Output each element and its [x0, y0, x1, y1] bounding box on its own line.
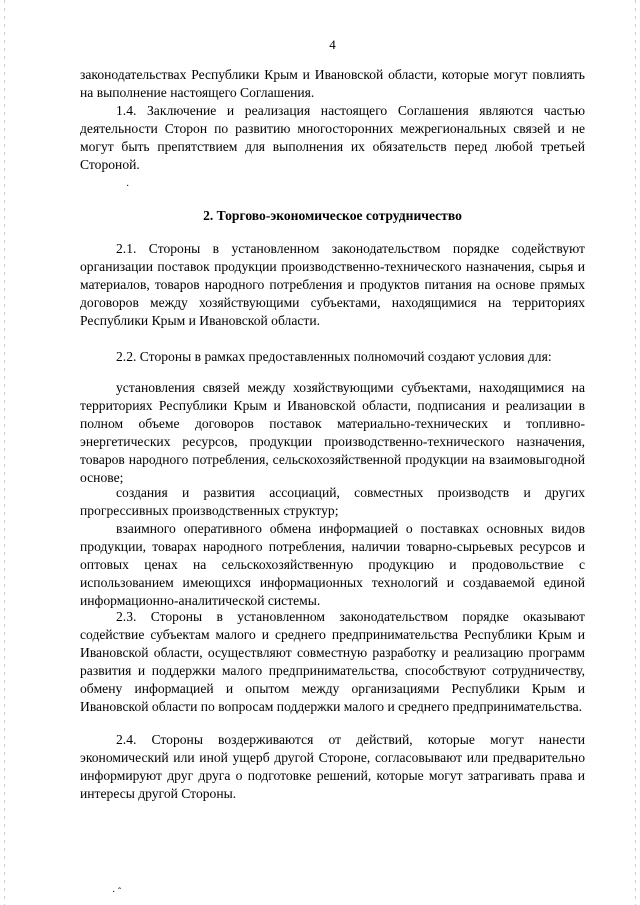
list-item-establishing-links: установления связей между хозяйствующими субъектами, находящимися на территориях Республики Крым и Ивановской области, подписания и реализации в полном объеме договоров поставок материально-технических и топливно-энергетических ресурсов, продукции производственно-технического назначения, товаров народного потребления, сельскохозяйственной продукции на взаимовыгодной основе; — [80, 380, 585, 485]
paragraph-1-4: 1.4. Заключение и реализация настоящего Соглашения являются частью деятельности Сторон по развитию многосторонних межрегиональных связей и не могут быть препятствием для выполнения их обязательств перед любой третьей Стороной. — [80, 103, 585, 172]
paragraph-2-1: 2.1. Стороны в установленном законодательством порядке содействуют организации поставок продукции производственно-технического назначения, сырья и материалов, товаров народного потребления и продуктов питания на основе прямых договоров между хозяйствующими субъектами, находящимися на территориях Республики Крым и Ивановской области. — [80, 241, 585, 328]
paragraph-2-2: 2.2. Стороны в рамках предоставленных полномочий создают условия для: — [116, 349, 552, 364]
page-number: 4 — [329, 37, 336, 52]
paragraph-2-3: 2.3. Стороны в установленном законодательством порядке оказывают содействие субъектам малого и среднего предпринимательства Республики Крым и Ивановской области, осуществляют совместную разработку и реализацию программ развития и поддержки малого предпринимательства, способствуют сотрудничеству, обмену информацией и опытом между организациями Республики Крым и Ивановской области по вопросам поддержки малого и среднего предпринимательства. — [80, 609, 585, 714]
list-item-information-exchange: взаимного оперативного обмена информацией о поставках основных видов продукции, товарах народного потребления, наличии товарно-сырьевых ресурсов и оптовых ценах на сельскохозяйственную продукцию и продовольствие с использованием имеющихся информационных технологий и создаваемой единой информационно-аналитической системы. — [80, 521, 585, 608]
section-heading-2: 2. Торгово-экономическое сотрудничество — [203, 208, 462, 223]
scan-speck: · ˆ — [112, 887, 122, 898]
paragraph-continuation: законодательствах Республики Крым и Ивановской области, которые могут повлиять на выполнение настоящего Соглашения. — [80, 67, 585, 100]
list-item-associations: создания и развития ассоциаций, совместных производств и других прогрессивных производственных структур; — [80, 485, 585, 518]
paragraph-2-4: 2.4. Стороны воздерживаются от действий, которые могут нанести экономический или иной ущерб другой Стороне, согласовывают или предварительно информируют друг друга о подготовке решений, которые могут затрагивать права и интересы другой Стороны. — [80, 732, 585, 801]
left-scan-edge — [4, 0, 5, 905]
scan-speck: · — [126, 181, 130, 192]
right-scan-edge — [635, 0, 636, 905]
